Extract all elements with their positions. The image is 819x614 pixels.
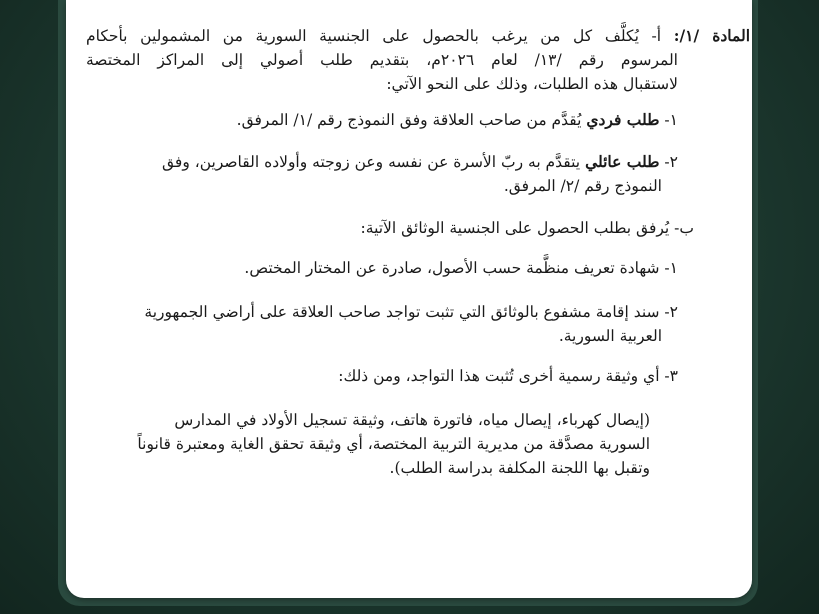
note-line: وتقبل بها اللجنة المكلفة بدراسة الطلب). [389,459,650,477]
request-number: ١- [664,111,678,129]
clause-b-heading: ب- يُرفق بطلب الحصول على الجنسية الوثائق الآتية: [360,219,694,237]
document-item [86,300,678,348]
request-text: يُقدَّم من صاحب العلاقة وفق النموذج رقم /١/ المرفق. [236,111,582,129]
request-line [86,150,678,174]
document-item-line: ٢- سند إقامة مشفوع بالوثائق التي تثبت تواجد صاحب العلاقة على أراضي الجمهورية [144,303,678,321]
document-item [86,364,678,388]
request-title: طلب عائلي [585,152,660,171]
clause-a [86,24,750,96]
note-line: (إيصال كهرباء، إيصال مياه، فاتورة هاتف، وثيقة تسجيل الأولاد في المدارس [174,411,650,429]
clause-b [86,216,694,240]
document-item-line: العربية السورية. [558,327,662,345]
clause-a-line-3: لاستقبال هذه الطلبات، وذلك على النحو الآتي: [386,75,678,93]
document-item [86,256,678,280]
clause-a-text-1: أ- يُكلَّف كل من يرغب بالحصول على الجنسية السورية من المشمولين بأحكام [86,27,662,45]
document-text [86,24,750,480]
request-title: طلب فردي [586,110,660,129]
note-line: السورية مصدَّقة من مديرية التربية المختصة، أي وثيقة تحقق الغاية ومعتبرة قانوناً [137,435,650,453]
request-text: يتقدَّم به ربّ الأسرة عن نفسه وعن زوجته وأولاده القاصرين، وفق [161,153,581,171]
request-line-2: النموذج رقم /٢/ المرفق. [503,177,662,195]
request-type-individual [86,108,678,132]
request-type-family [86,150,678,198]
request-line [86,108,678,132]
document-item-line: ١- شهادة تعريف منظَّمة حسب الأصول، صادرة عن المختار المختص. [244,259,678,277]
article-label: المادة /١/: [673,26,751,45]
evidence-note [86,408,650,480]
request-number: ٢- [664,153,678,171]
document-item-line: ٣- أي وثيقة رسمية أخرى تُثبت هذا التواجد، ومن ذلك: [338,367,678,385]
clause-a-line-2: المرسوم رقم /١٣/ لعام ٢٠٢٦م، بتقديم طلب أصولي إلى المراكز المختصة [86,51,678,69]
clause-a-line-1 [86,24,750,48]
